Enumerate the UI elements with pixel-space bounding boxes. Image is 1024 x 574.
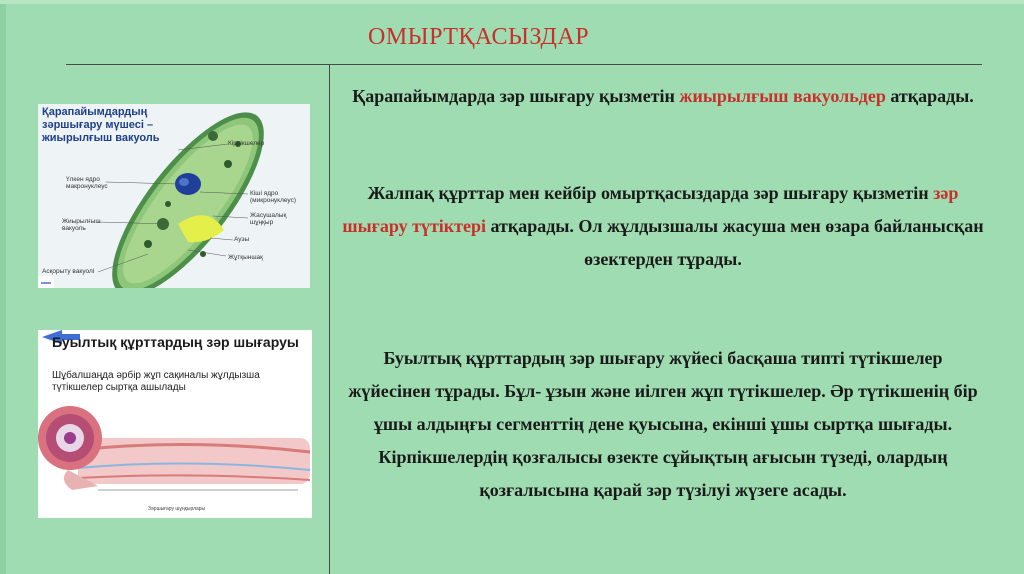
title-divider	[66, 64, 982, 65]
label-contractile-vacuole: Жиырылғыш вакуоль	[62, 218, 101, 232]
label-mouth: Аузы	[234, 236, 250, 243]
label-micronucleus: Кіші ядро (микронуклеус)	[250, 190, 297, 204]
label-pharynx: Жұтқыншақ	[228, 254, 264, 261]
column-divider	[329, 64, 330, 574]
paragraph-annelids: Буылтық құрттардың зәр шығару жүйесі басқаша типті түтікшелер жүйесінен тұрады. Бұл- ұзын және иілген жұп түтікшелер. Әр түтікшенің бір ұшы алдыңғы сегменттің дене қуысына, екінші ұшы сыртқа шығады. Кірпікшелердің қозғалысы өзекте сұйықтың ағысын түзеді, олардың қозғалысына қарай зәр түзілуі жүзеге асады.	[348, 348, 978, 500]
slide-title: ОМЫРТҚАСЫЗДАР	[368, 24, 590, 50]
p2-text-start: Жалпақ құрттар мен кейбір омыртқасыздарда зәр шығару қызметін	[367, 183, 934, 203]
label-macronucleus: Үлкен ядро макронуклеус	[66, 176, 108, 190]
slide-top-edge	[0, 0, 1024, 4]
label-cell-mouth: Жасушалық шұңқыр	[250, 212, 287, 226]
label-digestive-vacuole: Асқорыту вакуолі	[42, 268, 95, 275]
label-cilia: Кірпікшелер	[228, 140, 265, 147]
paragraph-flatworms	[342, 177, 984, 276]
p1-text-end: атқарады.	[885, 86, 974, 106]
p2-highlight: зәр шығару түтіктері	[342, 183, 959, 236]
annelid-diagram	[38, 330, 312, 518]
diagram-title: Қарапайымдардың зәршығару мүшесі – жиырылғыш вакуоль	[42, 106, 160, 144]
paragraph-protozoa	[342, 80, 984, 113]
p1-highlight: жиырылғыш вакуольдер	[679, 86, 886, 106]
slide-left-edge	[0, 0, 6, 574]
annelid-bullet: Шұбалшаңда әрбір жұп сақиналы жұлдызша түтікшелер сыртқа ашылады	[52, 370, 260, 393]
paramecium-diagram	[38, 104, 310, 288]
annelid-title: Буылтық құрттардың зәр шығаруы	[52, 334, 299, 350]
annelid-caption: Зәршығару шұңқырлары	[148, 506, 206, 512]
earthworm-illustration	[38, 330, 312, 518]
p1-text-start: Қарапайымдарда зәр шығару қызметін	[352, 86, 680, 106]
p2-text-end: атқарады. Ол жұлдызшалы жасуша мен өзара байланысқан өзектерден тұрады.	[486, 216, 984, 269]
